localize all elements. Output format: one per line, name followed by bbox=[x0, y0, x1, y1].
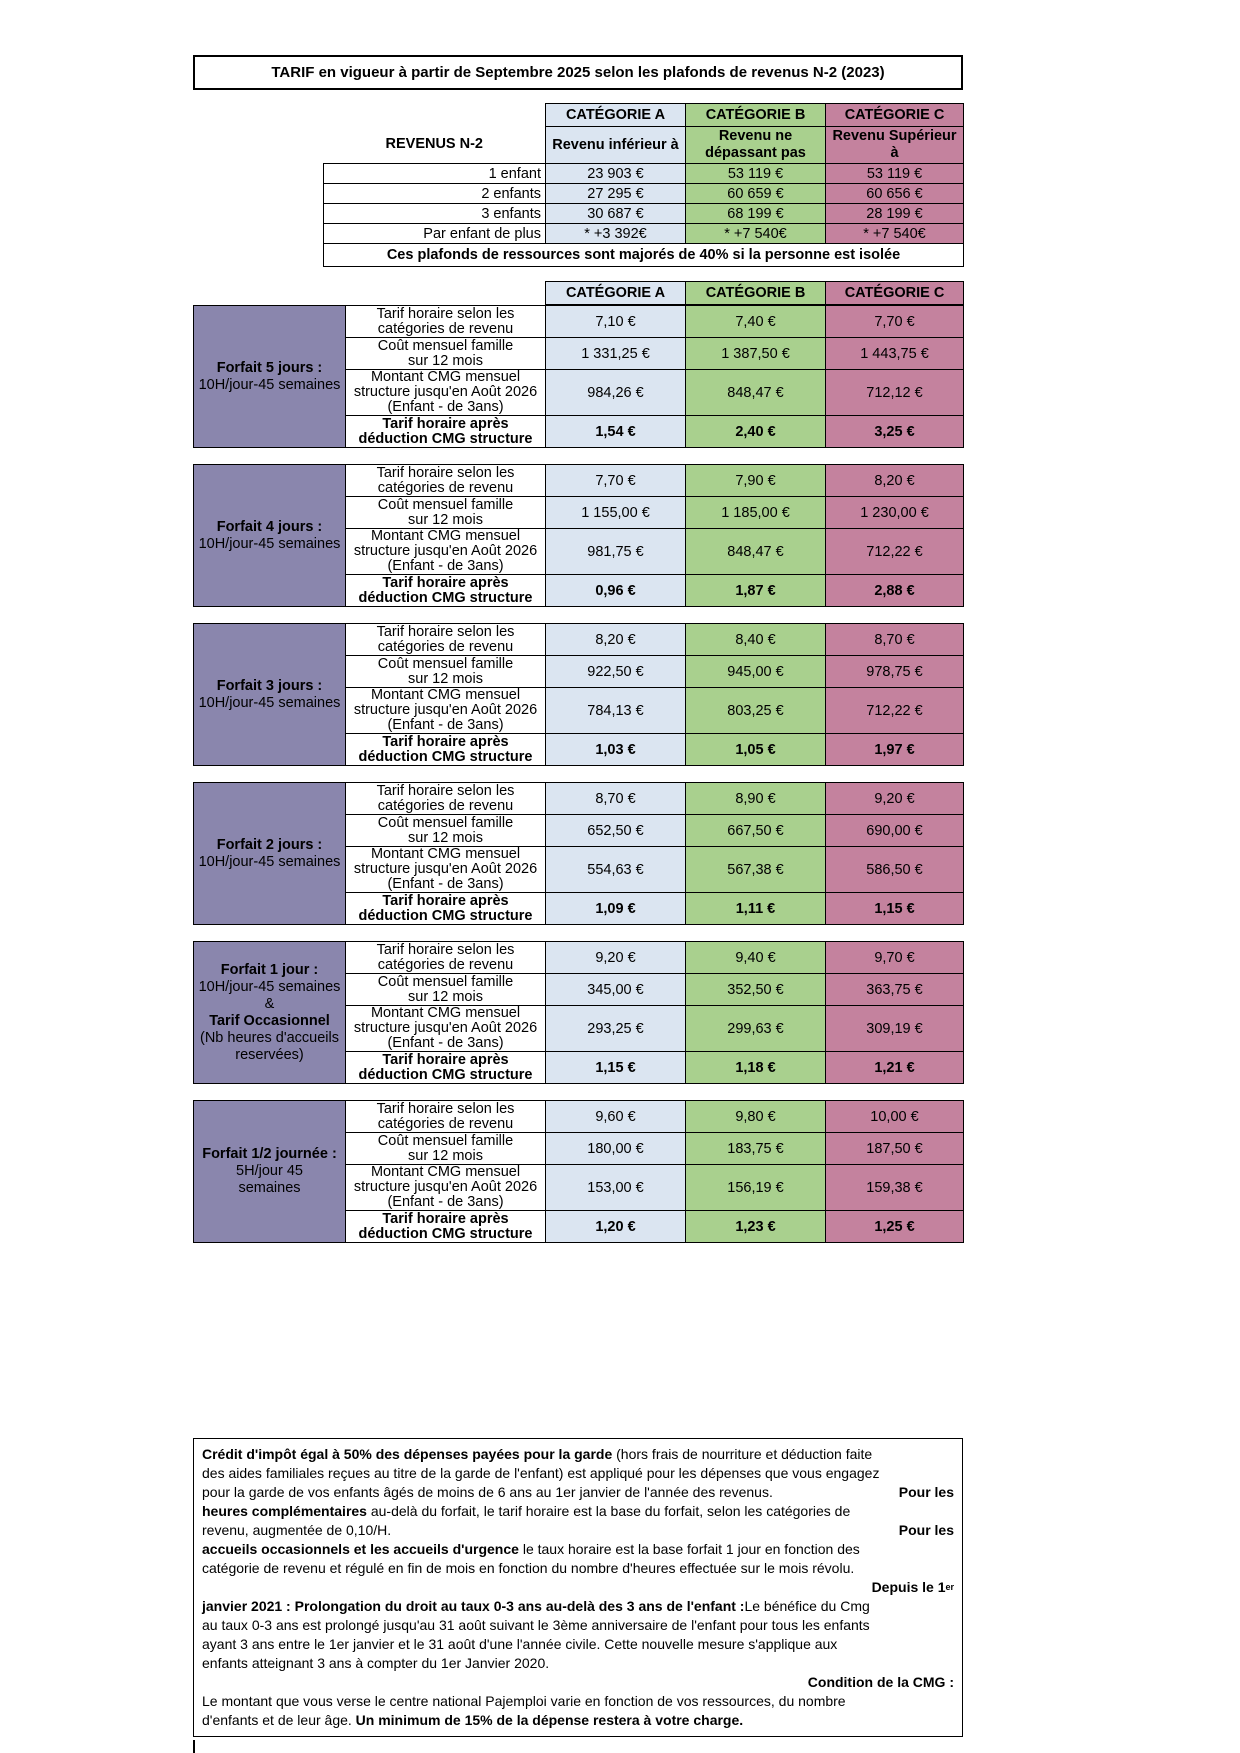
value-category-b: 1 387,50 € bbox=[686, 338, 826, 370]
revenus-row-label: 2 enfants bbox=[324, 184, 546, 204]
notes-line bbox=[202, 1654, 954, 1673]
forfait-blocks bbox=[193, 305, 963, 1243]
value-category-b: 803,25 € bbox=[686, 688, 826, 734]
row-label-tarif-apres-deduction: Tarif horaire après déduction CMG structure bbox=[346, 575, 546, 607]
notes-line bbox=[202, 1521, 954, 1540]
forfait-label-line: 10H/jour-45 semaines bbox=[198, 535, 341, 552]
row-label-tarif-apres-deduction: Tarif horaire après déduction CMG structure bbox=[346, 893, 546, 925]
row-label-tarif-horaire: Tarif horaire selon les catégories de revenu bbox=[346, 942, 546, 974]
notes-line bbox=[202, 1635, 954, 1654]
spacer bbox=[202, 1578, 872, 1597]
forfait-label-line: 10H/jour-45 semaines bbox=[198, 853, 341, 870]
category-a-header: CATÉGORIE A bbox=[546, 104, 686, 127]
category-b-subheader: Revenu ne dépassant pas bbox=[686, 127, 826, 164]
value-category-c: 1,25 € bbox=[826, 1211, 964, 1243]
value-category-c: 1,15 € bbox=[826, 893, 964, 925]
value-category-b: 848,47 € bbox=[686, 529, 826, 575]
revenus-table bbox=[323, 103, 964, 267]
value-category-c: 8,20 € bbox=[826, 465, 964, 497]
forfait-label bbox=[194, 1101, 346, 1243]
value-category-a: 1 155,00 € bbox=[546, 497, 686, 529]
row-label-tarif-apres-deduction: Tarif horaire après déduction CMG structure bbox=[346, 416, 546, 448]
category-c-subheader: Revenu Supérieur à bbox=[826, 127, 964, 164]
forfait-label bbox=[194, 783, 346, 925]
text-segment: pour la garde de vos enfants âgés de moins de 6 ans au 1er janvier de l'année des revenus. bbox=[202, 1484, 773, 1500]
value-category-c: 7,70 € bbox=[826, 306, 964, 338]
spacer bbox=[202, 1673, 808, 1692]
row-label-tarif-horaire: Tarif horaire selon les catégories de revenu bbox=[346, 306, 546, 338]
value-category-a: 1,09 € bbox=[546, 893, 686, 925]
value-category-b: 7,90 € bbox=[686, 465, 826, 497]
row-label-montant-cmg: Montant CMG mensuel structure jusqu'en Août 2026 (Enfant - de 3ans) bbox=[346, 529, 546, 575]
value-category-b: 183,75 € bbox=[686, 1133, 826, 1165]
value-category-c: 586,50 € bbox=[826, 847, 964, 893]
text-segment: enfants atteignant 3 ans à compter du 1er Janvier 2020. bbox=[202, 1655, 550, 1671]
revenus-row-label: 1 enfant bbox=[324, 164, 546, 184]
text-segment: Pour les bbox=[898, 1484, 954, 1500]
row-label-montant-cmg: Montant CMG mensuel structure jusqu'en Août 2026 (Enfant - de 3ans) bbox=[346, 847, 546, 893]
forfait-table bbox=[193, 623, 964, 766]
value-category-b: 1,11 € bbox=[686, 893, 826, 925]
row-label-cout-mensuel: Coût mensuel famille sur 12 mois bbox=[346, 497, 546, 529]
text-segment: (hors frais de nourriture et déduction faite bbox=[612, 1446, 873, 1462]
value-category-b: 299,63 € bbox=[686, 1006, 826, 1052]
value-category-b: 2,40 € bbox=[686, 416, 826, 448]
revenus-value-c: 53 119 € bbox=[826, 164, 964, 184]
value-category-a: 981,75 € bbox=[546, 529, 686, 575]
row-label-montant-cmg: Montant CMG mensuel structure jusqu'en Août 2026 (Enfant - de 3ans) bbox=[346, 688, 546, 734]
forfait-label bbox=[194, 465, 346, 607]
value-category-a: 7,10 € bbox=[546, 306, 686, 338]
text-segment: Pour les bbox=[898, 1522, 954, 1538]
notes-text bbox=[202, 1445, 954, 1730]
page-artifact-line bbox=[193, 1740, 195, 1753]
forfait-label-line: & bbox=[264, 995, 275, 1012]
row-label-cout-mensuel: Coût mensuel famille sur 12 mois bbox=[346, 338, 546, 370]
value-category-b: 1,23 € bbox=[686, 1211, 826, 1243]
value-category-a: 1,54 € bbox=[546, 416, 686, 448]
value-category-a: 9,60 € bbox=[546, 1101, 686, 1133]
spacer bbox=[773, 1483, 899, 1502]
value-category-c: 1 443,75 € bbox=[826, 338, 964, 370]
forfait-label-line: Forfait 1/2 journée : bbox=[202, 1146, 337, 1162]
value-category-c: 363,75 € bbox=[826, 974, 964, 1006]
value-category-c: 1,21 € bbox=[826, 1052, 964, 1084]
value-category-c: 159,38 € bbox=[826, 1165, 964, 1211]
value-category-c: 712,22 € bbox=[826, 688, 964, 734]
forfait-label-line: Forfait 4 jours : bbox=[216, 518, 323, 535]
row-label-tarif-horaire: Tarif horaire selon les catégories de revenu bbox=[346, 1101, 546, 1133]
value-category-b: 352,50 € bbox=[686, 974, 826, 1006]
revenus-value-b: 53 119 € bbox=[686, 164, 826, 184]
value-category-c: 712,22 € bbox=[826, 529, 964, 575]
text-segment: Le montant que vous verse le centre national Pajemploi varie en fonction de vos ressources, du nombre bbox=[202, 1693, 846, 1709]
notes-line bbox=[202, 1483, 954, 1502]
text-segment: Depuis le 1 bbox=[871, 1579, 946, 1595]
value-category-c: 3,25 € bbox=[826, 416, 964, 448]
revenus-value-c: 28 199 € bbox=[826, 204, 964, 224]
value-category-a: 652,50 € bbox=[546, 815, 686, 847]
text-segment: Crédit d'impôt égal à 50% des dépenses payées pour la garde bbox=[202, 1446, 613, 1462]
category-c-header: CATÉGORIE C bbox=[826, 104, 964, 127]
revenus-row-header: REVENUS N-2 bbox=[385, 136, 483, 153]
text-segment: revenu, augmentée de 0,10/H. bbox=[202, 1522, 392, 1538]
value-category-c: 2,88 € bbox=[826, 575, 964, 607]
row-label-tarif-horaire: Tarif horaire selon les catégories de revenu bbox=[346, 783, 546, 815]
value-category-a: 984,26 € bbox=[546, 370, 686, 416]
value-category-b: 667,50 € bbox=[686, 815, 826, 847]
row-label-tarif-apres-deduction: Tarif horaire après déduction CMG structure bbox=[346, 734, 546, 766]
value-category-c: 9,70 € bbox=[826, 942, 964, 974]
revenus-value-b: 68 199 € bbox=[686, 204, 826, 224]
revenus-row-label: Par enfant de plus bbox=[324, 224, 546, 244]
notes-box bbox=[193, 1438, 963, 1737]
spacer bbox=[391, 1521, 899, 1540]
value-category-b: 1 185,00 € bbox=[686, 497, 826, 529]
notes-line bbox=[202, 1578, 954, 1597]
value-category-b: 7,40 € bbox=[686, 306, 826, 338]
value-category-b: 8,40 € bbox=[686, 624, 826, 656]
text-segment: le taux horaire est la base forfait 1 jour en fonction des bbox=[518, 1541, 860, 1557]
row-label-cout-mensuel: Coût mensuel famille sur 12 mois bbox=[346, 815, 546, 847]
notes-line bbox=[202, 1673, 954, 1692]
value-category-b: 945,00 € bbox=[686, 656, 826, 688]
text-segment: accueils occasionnels et les accueils d'urgence bbox=[202, 1541, 519, 1557]
revenus-value-b: * +7 540€ bbox=[686, 224, 826, 244]
value-category-a: 1,03 € bbox=[546, 734, 686, 766]
row-label-montant-cmg: Montant CMG mensuel structure jusqu'en Août 2026 (Enfant - de 3ans) bbox=[346, 1165, 546, 1211]
text-segment: ayant 3 ans entre le 1er janvier et le 31 août d'une l'année civile. Cette nouvelle mesure s'applique aux bbox=[202, 1636, 838, 1652]
revenus-spacer-cell bbox=[324, 104, 546, 127]
value-category-a: 7,70 € bbox=[546, 465, 686, 497]
forfait-table bbox=[193, 305, 964, 448]
text-segment: au taux 0-3 ans est prolongé jusqu'au 31 août suivant le 3ème anniversaire de l'enfant pour tous les enfants bbox=[202, 1617, 870, 1633]
value-category-a: 293,25 € bbox=[546, 1006, 686, 1052]
row-label-tarif-apres-deduction: Tarif horaire après déduction CMG structure bbox=[346, 1052, 546, 1084]
notes-line bbox=[202, 1502, 954, 1521]
notes-line bbox=[202, 1464, 954, 1483]
category-c-header: CATÉGORIE C bbox=[826, 282, 964, 305]
revenus-value-a: 27 295 € bbox=[546, 184, 686, 204]
row-label-cout-mensuel: Coût mensuel famille sur 12 mois bbox=[346, 656, 546, 688]
value-category-a: 1 331,25 € bbox=[546, 338, 686, 370]
text-segment: er bbox=[945, 1582, 954, 1592]
category-header-row bbox=[545, 281, 964, 305]
value-category-c: 10,00 € bbox=[826, 1101, 964, 1133]
value-category-c: 187,50 € bbox=[826, 1133, 964, 1165]
value-category-b: 1,87 € bbox=[686, 575, 826, 607]
forfait-label-line: 10H/jour-45 semaines bbox=[198, 694, 341, 711]
value-category-a: 784,13 € bbox=[546, 688, 686, 734]
value-category-c: 978,75 € bbox=[826, 656, 964, 688]
value-category-a: 1,15 € bbox=[546, 1052, 686, 1084]
value-category-a: 554,63 € bbox=[546, 847, 686, 893]
value-category-b: 8,90 € bbox=[686, 783, 826, 815]
row-label-montant-cmg: Montant CMG mensuel structure jusqu'en Août 2026 (Enfant - de 3ans) bbox=[346, 1006, 546, 1052]
value-category-c: 1 230,00 € bbox=[826, 497, 964, 529]
text-segment: au-delà du forfait, le tarif horaire est la base du forfait, selon les catégories de bbox=[366, 1503, 851, 1519]
value-category-c: 9,20 € bbox=[826, 783, 964, 815]
forfait-label-line: 10H/jour-45 semaines bbox=[198, 978, 341, 995]
revenus-value-a: 30 687 € bbox=[546, 204, 686, 224]
forfait-label bbox=[194, 942, 346, 1084]
revenus-value-b: 60 659 € bbox=[686, 184, 826, 204]
forfait-table bbox=[193, 1100, 964, 1243]
value-category-a: 153,00 € bbox=[546, 1165, 686, 1211]
value-category-a: 8,20 € bbox=[546, 624, 686, 656]
value-category-b: 9,40 € bbox=[686, 942, 826, 974]
page-title: TARIF en vigueur à partir de Septembre 2025 selon les plafonds de revenus N-2 (2023) bbox=[193, 55, 963, 90]
forfait-table bbox=[193, 941, 964, 1084]
value-category-a: 0,96 € bbox=[546, 575, 686, 607]
row-label-tarif-horaire: Tarif horaire selon les catégories de revenu bbox=[346, 465, 546, 497]
forfait-label-line: Tarif Occasionnel bbox=[209, 1012, 330, 1029]
text-segment: Condition de la CMG : bbox=[807, 1674, 954, 1690]
revenus-footnote: Ces plafonds de ressources sont majorés de 40% si la personne est isolée bbox=[324, 244, 964, 267]
value-category-a: 1,20 € bbox=[546, 1211, 686, 1243]
value-category-a: 180,00 € bbox=[546, 1133, 686, 1165]
revenus-value-c: 60 656 € bbox=[826, 184, 964, 204]
text-segment: catégorie de revenu et régulé en fin de mois en fonction du nombre d'heures effectuée sur le mois révolu. bbox=[202, 1560, 855, 1576]
value-category-b: 156,19 € bbox=[686, 1165, 826, 1211]
revenus-row-label: 3 enfants bbox=[324, 204, 546, 224]
value-category-a: 9,20 € bbox=[546, 942, 686, 974]
text-segment: d'enfants et de leur âge. bbox=[202, 1712, 356, 1728]
forfait-label-line: Forfait 5 jours : bbox=[216, 359, 323, 376]
forfait-table bbox=[193, 782, 964, 925]
notes-line bbox=[202, 1616, 954, 1635]
row-label-cout-mensuel: Coût mensuel famille sur 12 mois bbox=[346, 974, 546, 1006]
forfait-label-line: (Nb heures d'accueils bbox=[200, 1029, 339, 1046]
forfait-label-line: semaines bbox=[238, 1180, 301, 1196]
forfait-label-line: reservées) bbox=[235, 1046, 304, 1063]
revenus-value-a: * +3 392€ bbox=[546, 224, 686, 244]
forfait-label bbox=[194, 306, 346, 448]
value-category-c: 690,00 € bbox=[826, 815, 964, 847]
category-a-subheader: Revenu inférieur à bbox=[546, 127, 686, 164]
forfait-label-line: 10H/jour-45 semaines bbox=[198, 376, 341, 393]
notes-line bbox=[202, 1692, 954, 1711]
revenus-value-c: * +7 540€ bbox=[826, 224, 964, 244]
value-category-b: 1,18 € bbox=[686, 1052, 826, 1084]
notes-line bbox=[202, 1559, 954, 1578]
value-category-c: 1,97 € bbox=[826, 734, 964, 766]
forfait-label bbox=[194, 624, 346, 766]
notes-line bbox=[202, 1445, 954, 1464]
notes-line bbox=[202, 1711, 954, 1730]
forfait-table bbox=[193, 464, 964, 607]
value-category-c: 8,70 € bbox=[826, 624, 964, 656]
text-segment: janvier 2021 : Prolongation du droit au taux 0-3 ans au-delà des 3 ans de l'enfant : bbox=[202, 1598, 745, 1614]
text-segment: Un minimum de 15% de la dépense restera à votre charge. bbox=[355, 1712, 744, 1728]
revenus-value-a: 23 903 € bbox=[546, 164, 686, 184]
forfait-label-line: Forfait 1 jour : bbox=[220, 961, 319, 978]
forfait-label-line: Forfait 3 jours : bbox=[216, 677, 323, 694]
category-b-header: CATÉGORIE B bbox=[686, 104, 826, 127]
notes-line bbox=[202, 1597, 954, 1616]
row-label-tarif-apres-deduction: Tarif horaire après déduction CMG structure bbox=[346, 1211, 546, 1243]
forfait-label-line: Forfait 2 jours : bbox=[216, 836, 323, 853]
row-label-montant-cmg: Montant CMG mensuel structure jusqu'en Août 2026 (Enfant - de 3ans) bbox=[346, 370, 546, 416]
forfait-label-line: 5H/jour 45 bbox=[236, 1163, 303, 1179]
category-a-header: CATÉGORIE A bbox=[546, 282, 686, 305]
text-segment: Le bénéfice du Cmg bbox=[744, 1598, 870, 1614]
value-category-b: 567,38 € bbox=[686, 847, 826, 893]
value-category-a: 345,00 € bbox=[546, 974, 686, 1006]
value-category-a: 922,50 € bbox=[546, 656, 686, 688]
row-label-cout-mensuel: Coût mensuel famille sur 12 mois bbox=[346, 1133, 546, 1165]
text-segment: heures complémentaires bbox=[202, 1503, 367, 1519]
category-b-header: CATÉGORIE B bbox=[686, 282, 826, 305]
value-category-b: 1,05 € bbox=[686, 734, 826, 766]
value-category-b: 848,47 € bbox=[686, 370, 826, 416]
value-category-a: 8,70 € bbox=[546, 783, 686, 815]
value-category-c: 309,19 € bbox=[826, 1006, 964, 1052]
notes-line bbox=[202, 1540, 954, 1559]
value-category-c: 712,12 € bbox=[826, 370, 964, 416]
value-category-b: 9,80 € bbox=[686, 1101, 826, 1133]
text-segment: des aides familiales reçues au titre de la garde de l'enfant) est appliqué pour les dépenses que vous engagez bbox=[202, 1465, 880, 1481]
row-label-tarif-horaire: Tarif horaire selon les catégories de revenu bbox=[346, 624, 546, 656]
